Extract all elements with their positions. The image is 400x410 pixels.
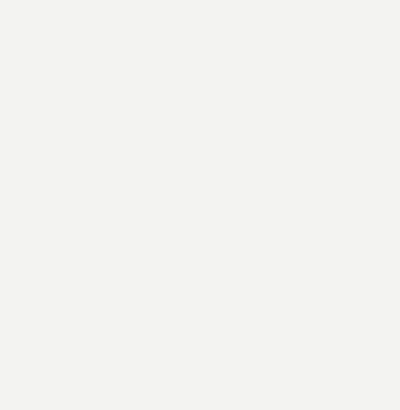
list-item-line xyxy=(16,258,386,274)
paragraph-start-line xyxy=(16,18,386,34)
text-line xyxy=(16,130,386,146)
text-line xyxy=(16,82,386,98)
text-line xyxy=(16,290,386,306)
text-line xyxy=(16,370,386,386)
text-line xyxy=(16,322,386,338)
paragraph-start-line xyxy=(16,386,386,402)
clause-heading-line xyxy=(16,354,386,370)
clause-heading-line xyxy=(16,178,386,194)
clause-heading-line xyxy=(16,306,386,322)
clause-heading-line xyxy=(16,226,386,242)
text-line xyxy=(16,98,386,114)
text-line xyxy=(16,146,386,162)
list-item-line xyxy=(16,274,386,290)
text-line xyxy=(16,194,386,210)
text-line xyxy=(16,114,386,130)
text-line xyxy=(16,50,386,66)
text-line xyxy=(16,210,386,226)
text-line xyxy=(16,66,386,82)
text-line xyxy=(16,34,386,50)
list-item-line xyxy=(16,242,386,258)
text-line xyxy=(16,2,386,18)
text-line xyxy=(16,162,386,178)
text-line xyxy=(16,338,386,354)
